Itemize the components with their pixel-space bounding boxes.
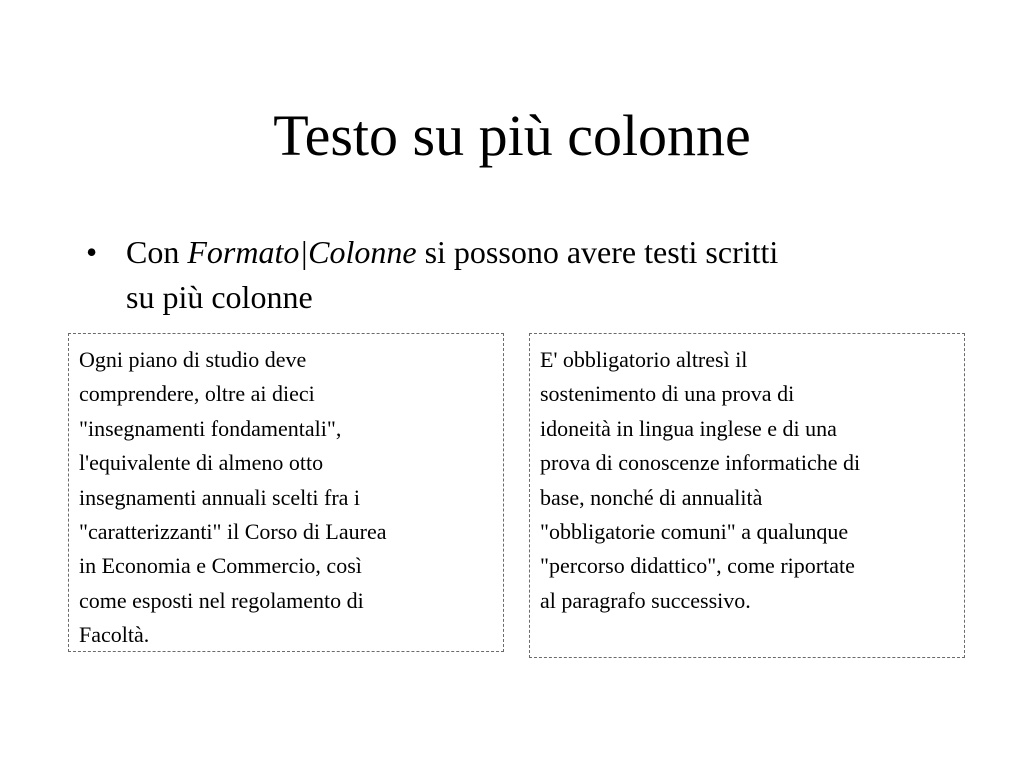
left-column-line: "insegnamenti fondamentali", — [79, 415, 342, 441]
bullet-text — [126, 230, 966, 320]
right-column-line: prova di conoscenze informatiche di — [540, 450, 861, 476]
bullet-prefix: Con — [126, 234, 188, 270]
right-column-line: al paragrafo successivo. — [540, 587, 751, 613]
right-column-line: "percorso didattico", come riportate — [540, 553, 855, 579]
bullet-continuation: su più colonne — [126, 279, 313, 315]
left-column-line: insegnamenti annuali scelti fra i — [79, 484, 361, 510]
left-column-textbox — [68, 333, 504, 652]
left-column-line: "caratterizzanti" il Corso di Laurea — [79, 519, 387, 545]
left-column-line: comprendere, oltre ai dieci — [79, 381, 315, 407]
right-column-line: E' obbligatorio altresì il — [540, 347, 748, 372]
right-column-line: idoneità in lingua inglese e di una — [540, 415, 837, 441]
right-column-line: sostenimento di una prova di — [540, 381, 795, 407]
bullet-suffix: si possono avere testi scritti — [416, 234, 779, 270]
right-column-line: base, nonché di annualità — [540, 484, 763, 510]
left-column-line: in Economia e Commercio, così — [79, 553, 362, 579]
bullet-icon: • — [86, 234, 98, 270]
left-column-line: come esposti nel regolamento di — [79, 587, 364, 613]
slide-title: Testo su più colonne — [273, 103, 751, 168]
right-column-line: "obbligatorie comuni" a qualunque — [540, 519, 849, 545]
left-column-line: l'equivalente di almeno otto — [79, 450, 324, 476]
left-column-line: Ogni piano di studio deve — [79, 347, 307, 372]
left-column-line: Facoltà. — [79, 622, 150, 648]
bullet-emphasis: Formato|Colonne — [187, 234, 417, 270]
right-column-textbox — [529, 333, 965, 658]
